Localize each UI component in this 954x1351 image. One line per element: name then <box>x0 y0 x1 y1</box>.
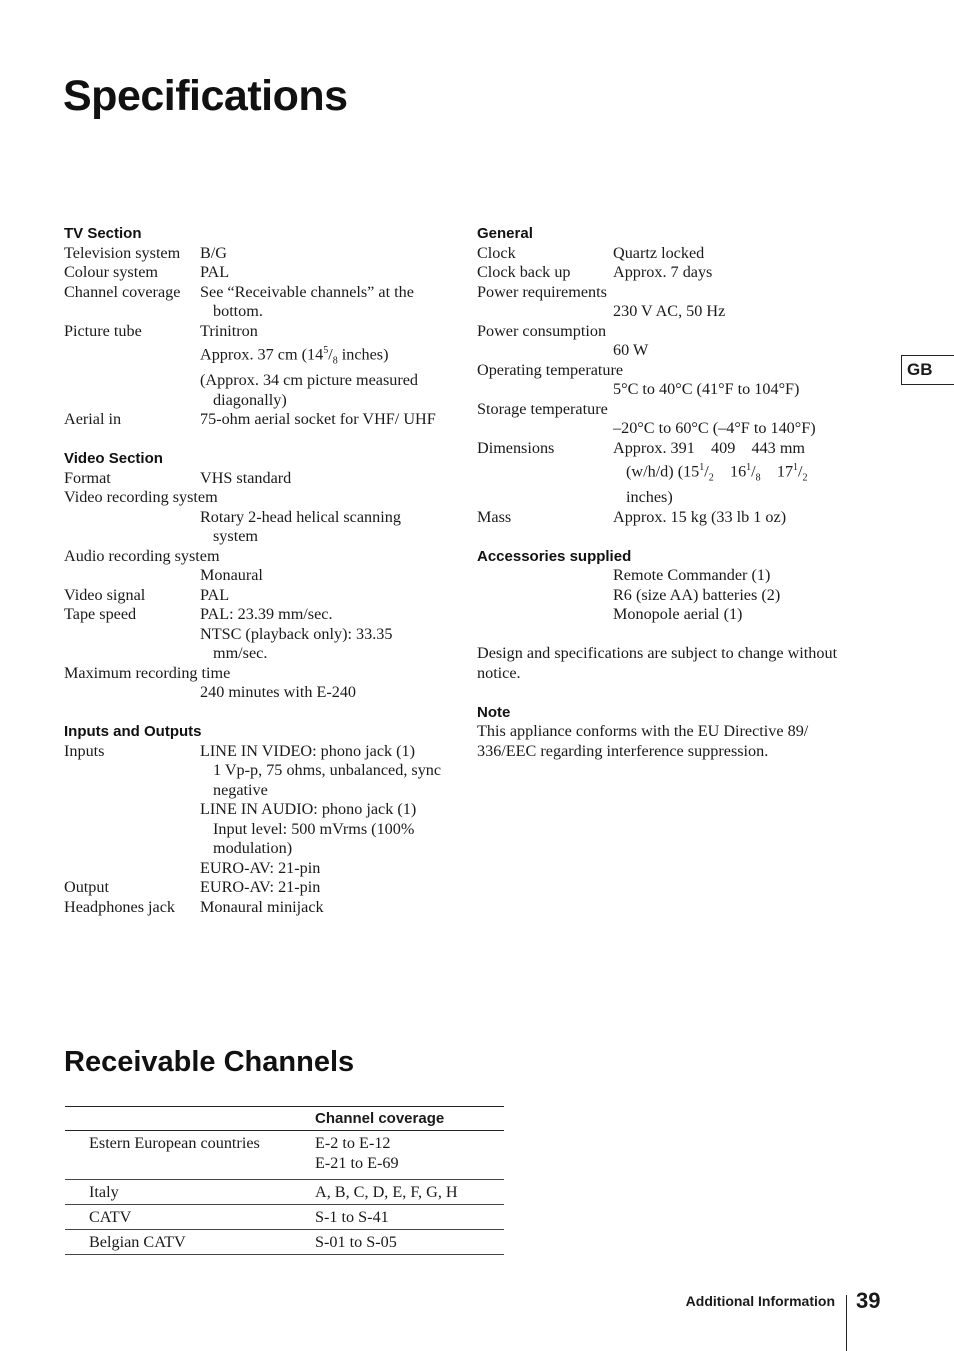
spec-value: EURO-AV: 21-pin <box>200 878 321 897</box>
spec-value: Trinitron <box>200 321 258 340</box>
general-section <box>477 224 857 527</box>
spec-label: Clock <box>477 243 516 262</box>
spec-label-audio-recording: Audio recording system <box>64 546 220 565</box>
spec-value: Quartz locked <box>613 243 705 262</box>
region-cell: CATV <box>65 1205 315 1230</box>
spec-label: Clock back up <box>477 263 571 281</box>
spec-value: B/G <box>200 243 227 262</box>
spec-value: Rotary 2-head helical scanning system <box>200 507 401 546</box>
accessory-item: R6 (size AA) batteries (2) <box>613 585 781 604</box>
page-title: Specifications <box>63 72 348 120</box>
spec-label: Channel coverage <box>64 282 181 301</box>
video-section <box>64 449 444 703</box>
spec-value: Monaural minijack <box>200 897 324 916</box>
coverage-cell: S-01 to S-05 <box>315 1230 504 1255</box>
spec-label-operating-temperature: Operating temperature <box>477 360 624 379</box>
spec-row-aerial-in <box>64 410 444 430</box>
table-header-row <box>65 1107 504 1131</box>
spec-label-video-recording: Video recording system <box>64 488 218 507</box>
tv-section-heading: TV Section <box>64 225 142 242</box>
specs-left-column <box>64 224 444 937</box>
spec-row-format <box>64 469 444 489</box>
footer-divider <box>846 1295 847 1351</box>
spec-value: 5°C to 40°C (41°F to 104°F) <box>613 380 800 398</box>
spec-label: Dimensions <box>477 438 555 457</box>
spec-value: Monaural <box>200 566 263 585</box>
coverage-line: E-2 to E-12 <box>315 1134 391 1152</box>
page-number: 39 <box>856 1288 881 1313</box>
receivable-channels-table <box>65 1106 504 1255</box>
spec-label: Headphones jack <box>64 897 176 916</box>
spec-value: PAL <box>200 263 230 281</box>
spec-value: Approx. 15 kg (33 lb 1 oz) <box>613 507 787 526</box>
spec-row-inputs <box>64 742 444 879</box>
spec-value: Approx. 391 409 443 mm <box>613 438 805 457</box>
spec-label: Aerial in <box>64 410 122 429</box>
video-section-heading: Video Section <box>64 450 163 468</box>
table-header-empty <box>65 1107 315 1131</box>
tv-section <box>64 224 444 430</box>
spec-value: 240 minutes with E-240 <box>200 683 357 702</box>
spec-row-tape-speed <box>64 605 444 664</box>
spec-label: Format <box>64 468 111 487</box>
table-row <box>65 1205 504 1230</box>
spec-value: VHS standard <box>200 468 292 487</box>
spec-value: PAL <box>200 585 230 604</box>
spec-label: Colour system <box>64 263 158 281</box>
specs-right-column <box>477 224 857 781</box>
table-row <box>65 1230 504 1255</box>
spec-row-picture-tube <box>64 322 444 411</box>
coverage-cell: S-1 to S-41 <box>315 1205 504 1230</box>
language-tab-gb: GB <box>901 355 954 385</box>
spec-label-max-recording: Maximum recording time <box>64 663 231 682</box>
spec-row-dimensions <box>477 439 857 508</box>
spec-value: 1 Vp-p, 75 ohms, unbalanced, sync negative <box>213 761 442 799</box>
spec-value: (Approx. 34 cm picture measured diagonally) <box>200 371 419 409</box>
spec-row-channel-coverage <box>64 283 444 322</box>
spec-row-video-signal <box>64 586 444 606</box>
spec-value-dimensions-inches: (w/h/d) ($15^1/_2$ $16^1/_8$ $17^1/_2$ <box>626 462 808 484</box>
spec-label: Tape speed <box>64 605 137 624</box>
accessory-item: Monopole aerial (1) <box>613 605 743 624</box>
spec-row-television-system <box>64 244 444 264</box>
spec-value: 60 W <box>613 341 649 359</box>
spec-label: Output <box>64 878 109 897</box>
region-cell: Estern European countries <box>65 1131 315 1180</box>
accessories-heading: Accessories supplied <box>477 547 632 565</box>
spec-row-headphones <box>64 898 444 918</box>
spec-row-colour-system <box>64 263 444 283</box>
spec-row-clock-backup <box>477 263 857 283</box>
spec-label: Video signal <box>64 585 146 604</box>
spec-row-mass <box>477 508 857 528</box>
spec-value: See “Receivable channels” at the bottom. <box>200 282 414 320</box>
spec-label: Mass <box>477 507 512 526</box>
spec-row-clock <box>477 244 857 264</box>
spec-value: 230 V AC, 50 Hz <box>613 302 726 320</box>
region-cell: Belgian CATV <box>65 1230 315 1255</box>
accessories-section <box>477 547 857 625</box>
spec-value: LINE IN AUDIO: phono jack (1) <box>200 800 417 819</box>
spec-label-power-requirements: Power requirements <box>477 282 607 301</box>
spec-value-tube-size: Approx. 37 cm ($14^5/_8$ inches) <box>200 345 389 367</box>
spec-label: Picture tube <box>64 321 142 340</box>
spec-value: NTSC (playback only): 33.35 mm/sec. <box>200 624 393 663</box>
spec-value: inches) <box>626 488 673 507</box>
spec-value: 75-ohm aerial socket for VHF/ UHF <box>200 410 436 429</box>
note-section <box>477 703 857 762</box>
spec-value: PAL: 23.39 mm/sec. <box>200 605 333 624</box>
region-cell: Italy <box>65 1180 315 1205</box>
io-section-heading: Inputs and Outputs <box>64 723 202 741</box>
receivable-channels-heading: Receivable Channels <box>64 1046 355 1078</box>
io-section <box>64 722 444 917</box>
general-section-heading: General <box>477 225 533 242</box>
coverage-line: E-21 to E-69 <box>315 1154 399 1172</box>
spec-value: Approx. 7 days <box>613 263 713 281</box>
accessory-item: Remote Commander (1) <box>613 566 771 585</box>
table-row <box>65 1180 504 1205</box>
spec-value: –20°C to 60°C (–4°F to 140°F) <box>613 419 816 437</box>
coverage-cell <box>315 1131 504 1180</box>
spec-label: Inputs <box>64 741 105 760</box>
note-text: This appliance conforms with the EU Directive 89/ 336/EEC regarding interference suppression. <box>477 722 809 760</box>
disclaimer-text: Design and specifications are subject to change without notice. <box>477 644 838 682</box>
footer-section-label: Additional Information <box>685 1293 835 1309</box>
spec-label: Television system <box>64 243 181 262</box>
channel-coverage-header: Channel coverage <box>315 1107 504 1131</box>
spec-row-output <box>64 878 444 898</box>
spec-value: Input level: 500 mVrms (100% modulation) <box>213 819 415 858</box>
spec-value: EURO-AV: 21-pin <box>200 858 321 877</box>
spec-label-storage-temperature: Storage temperature <box>477 399 608 418</box>
table-row <box>65 1131 504 1180</box>
spec-label-power-consumption: Power consumption <box>477 321 607 340</box>
note-heading: Note <box>477 703 511 721</box>
coverage-cell: A, B, C, D, E, F, G, H <box>315 1180 504 1205</box>
spec-value: LINE IN VIDEO: phono jack (1) <box>200 741 416 760</box>
